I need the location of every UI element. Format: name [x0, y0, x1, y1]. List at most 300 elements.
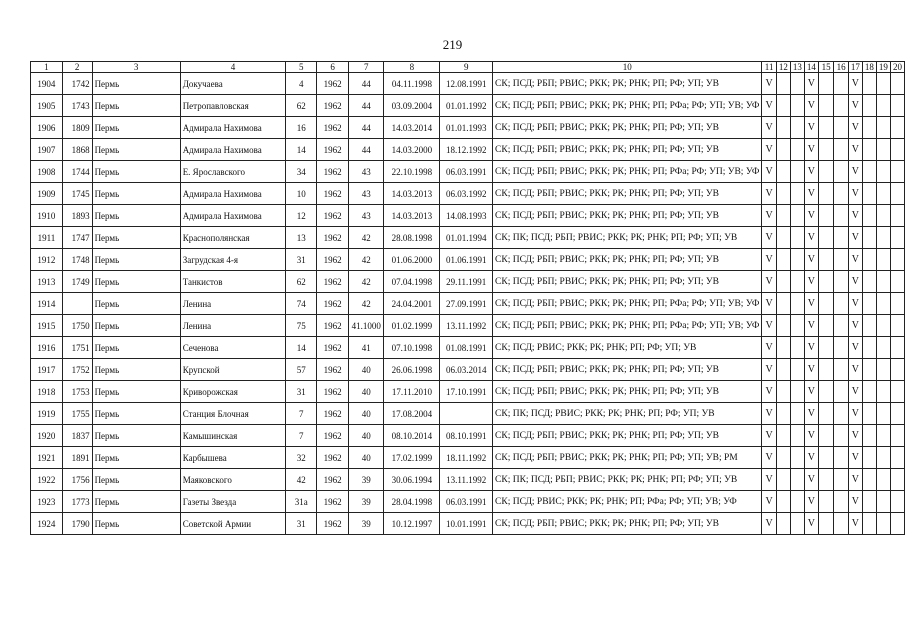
wear-value: 44 — [349, 139, 384, 161]
wear-value: 40 — [349, 403, 384, 425]
object-id: 1742 — [62, 73, 92, 95]
city-cell: Пермь — [92, 293, 180, 315]
column-header: 18 — [862, 62, 876, 73]
codes-cell: СК; ПК; ПСД; РВИС; РКК; РК; РНК; РП; РФ; УП; УВ — [493, 403, 762, 425]
codes-cell: СК; ПСД; РБП; РВИС; РКК; РК; РНК; РП; РФ; УП; УВ — [493, 139, 762, 161]
city-cell: Пермь — [92, 161, 180, 183]
build-year: 1962 — [317, 513, 349, 535]
mark-cell — [818, 315, 833, 337]
mark-cell — [890, 447, 904, 469]
mark-cell — [890, 293, 904, 315]
table-row — [31, 403, 905, 425]
build-year: 1962 — [317, 139, 349, 161]
table-row — [31, 73, 905, 95]
mark-cell: V — [804, 293, 818, 315]
date-cell: 08.10.1991 — [440, 425, 493, 447]
mark-cell: V — [804, 139, 818, 161]
mark-cell — [876, 447, 890, 469]
mark-cell: V — [762, 447, 777, 469]
house-number: 62 — [286, 271, 317, 293]
mark-cell: V — [848, 469, 862, 491]
mark-cell — [834, 249, 849, 271]
mark-cell — [776, 139, 790, 161]
mark-cell — [834, 205, 849, 227]
mark-cell — [876, 271, 890, 293]
column-header: 14 — [804, 62, 818, 73]
mark-cell: V — [848, 425, 862, 447]
mark-cell: V — [762, 513, 777, 535]
street-cell: Адмирала Нахимова — [180, 117, 286, 139]
mark-cell — [876, 513, 890, 535]
date-cell: 13.11.1992 — [440, 315, 493, 337]
object-id: 1747 — [62, 227, 92, 249]
build-year: 1962 — [317, 447, 349, 469]
mark-cell — [890, 161, 904, 183]
mark-cell — [818, 139, 833, 161]
mark-cell — [834, 293, 849, 315]
build-year: 1962 — [317, 425, 349, 447]
date-cell: 01.01.1994 — [440, 227, 493, 249]
column-header: 2 — [62, 62, 92, 73]
table-row — [31, 227, 905, 249]
mark-cell: V — [848, 117, 862, 139]
date-cell: 14.03.2000 — [384, 139, 440, 161]
house-number: 34 — [286, 161, 317, 183]
wear-value: 42 — [349, 271, 384, 293]
mark-cell — [876, 73, 890, 95]
mark-cell: V — [804, 491, 818, 513]
city-cell: Пермь — [92, 469, 180, 491]
city-cell: Пермь — [92, 183, 180, 205]
mark-cell — [876, 183, 890, 205]
mark-cell — [818, 491, 833, 513]
date-cell: 01.06.1991 — [440, 249, 493, 271]
mark-cell: V — [762, 205, 777, 227]
column-header: 10 — [493, 62, 762, 73]
city-cell: Пермь — [92, 249, 180, 271]
column-header: 4 — [180, 62, 286, 73]
date-cell: 06.03.1991 — [440, 491, 493, 513]
mark-cell — [818, 183, 833, 205]
street-cell: Адмирала Нахимова — [180, 205, 286, 227]
table-row — [31, 117, 905, 139]
mark-cell — [834, 73, 849, 95]
table-row — [31, 447, 905, 469]
mark-cell — [890, 95, 904, 117]
date-cell: 07.10.1998 — [384, 337, 440, 359]
table-row — [31, 293, 905, 315]
column-header: 9 — [440, 62, 493, 73]
column-header: 13 — [790, 62, 804, 73]
date-cell: 06.03.2014 — [440, 359, 493, 381]
object-id: 1748 — [62, 249, 92, 271]
object-id: 1752 — [62, 359, 92, 381]
mark-cell — [862, 381, 876, 403]
mark-cell: V — [848, 95, 862, 117]
date-cell: 24.04.2001 — [384, 293, 440, 315]
mark-cell — [876, 491, 890, 513]
record-number: 1918 — [31, 381, 63, 403]
object-id: 1773 — [62, 491, 92, 513]
mark-cell: V — [848, 359, 862, 381]
wear-value: 44 — [349, 73, 384, 95]
wear-value: 42 — [349, 293, 384, 315]
codes-cell: СК; ПСД; РБП; РВИС; РКК; РК; РНК; РП; РФ; УП; УВ — [493, 183, 762, 205]
mark-cell: V — [848, 183, 862, 205]
column-header: 16 — [834, 62, 849, 73]
street-cell: Карбышева — [180, 447, 286, 469]
date-cell: 14.03.2013 — [384, 183, 440, 205]
column-header: 6 — [317, 62, 349, 73]
object-id: 1745 — [62, 183, 92, 205]
mark-cell — [862, 403, 876, 425]
mark-cell — [776, 271, 790, 293]
mark-cell — [818, 425, 833, 447]
mark-cell — [834, 469, 849, 491]
wear-value: 39 — [349, 491, 384, 513]
mark-cell: V — [848, 73, 862, 95]
mark-cell — [818, 161, 833, 183]
city-cell: Пермь — [92, 139, 180, 161]
date-cell: 22.10.1998 — [384, 161, 440, 183]
mark-cell — [834, 95, 849, 117]
wear-value: 41 — [349, 337, 384, 359]
mark-cell: V — [848, 139, 862, 161]
mark-cell: V — [804, 227, 818, 249]
street-cell: Станция Блочная — [180, 403, 286, 425]
mark-cell — [776, 161, 790, 183]
codes-cell: СК; ПСД; РБП; РВИС; РКК; РК; РНК; РП; РФ; УП; УВ — [493, 205, 762, 227]
codes-cell: СК; ПСД; РВИС; РКК; РК; РНК; РП; РФа; РФ; УП; УВ; УФ — [493, 491, 762, 513]
mark-cell — [834, 183, 849, 205]
table-row — [31, 249, 905, 271]
street-cell: Советской Армии — [180, 513, 286, 535]
mark-cell — [890, 469, 904, 491]
object-id: 1753 — [62, 381, 92, 403]
wear-value: 44 — [349, 117, 384, 139]
mark-cell — [890, 425, 904, 447]
table-row — [31, 139, 905, 161]
mark-cell: V — [762, 469, 777, 491]
date-cell: 10.12.1997 — [384, 513, 440, 535]
mark-cell — [776, 117, 790, 139]
mark-cell — [876, 315, 890, 337]
mark-cell — [818, 359, 833, 381]
mark-cell: V — [804, 469, 818, 491]
build-year: 1962 — [317, 469, 349, 491]
column-header-row — [31, 62, 905, 73]
build-year: 1962 — [317, 293, 349, 315]
house-number: 16 — [286, 117, 317, 139]
mark-cell — [890, 513, 904, 535]
record-number: 1911 — [31, 227, 63, 249]
object-id: 1743 — [62, 95, 92, 117]
date-cell: 30.06.1994 — [384, 469, 440, 491]
mark-cell — [862, 183, 876, 205]
table-row — [31, 381, 905, 403]
date-cell: 13.11.1992 — [440, 469, 493, 491]
mark-cell: V — [848, 161, 862, 183]
mark-cell — [776, 425, 790, 447]
mark-cell: V — [804, 205, 818, 227]
mark-cell: V — [762, 337, 777, 359]
mark-cell — [818, 117, 833, 139]
mark-cell — [862, 161, 876, 183]
mark-cell — [876, 117, 890, 139]
codes-cell: СК; ПСД; РБП; РВИС; РКК; РК; РНК; РП; РФа; РФ; УП; УВ; УФ — [493, 315, 762, 337]
codes-cell: СК; ПСД; РБП; РВИС; РКК; РК; РНК; РП; РФа; РФ; УП; УВ; УФ — [493, 293, 762, 315]
mark-cell — [776, 183, 790, 205]
mark-cell: V — [804, 403, 818, 425]
object-id: 1750 — [62, 315, 92, 337]
record-number: 1910 — [31, 205, 63, 227]
date-cell: 01.08.1991 — [440, 337, 493, 359]
mark-cell — [890, 381, 904, 403]
mark-cell: V — [762, 227, 777, 249]
city-cell: Пермь — [92, 491, 180, 513]
object-id: 1868 — [62, 139, 92, 161]
mark-cell: V — [848, 227, 862, 249]
wear-value: 39 — [349, 469, 384, 491]
mark-cell — [862, 337, 876, 359]
mark-cell: V — [804, 271, 818, 293]
mark-cell — [790, 271, 804, 293]
house-number: 4 — [286, 73, 317, 95]
date-cell: 03.09.2004 — [384, 95, 440, 117]
mark-cell — [818, 271, 833, 293]
date-cell: 17.02.1999 — [384, 447, 440, 469]
city-cell: Пермь — [92, 95, 180, 117]
date-cell — [440, 403, 493, 425]
table-row — [31, 491, 905, 513]
house-number: 10 — [286, 183, 317, 205]
object-id: 1790 — [62, 513, 92, 535]
mark-cell — [876, 227, 890, 249]
mark-cell — [862, 227, 876, 249]
city-cell: Пермь — [92, 227, 180, 249]
house-number: 42 — [286, 469, 317, 491]
codes-cell: СК; ПСД; РБП; РВИС; РКК; РК; РНК; РП; РФ; УП; УВ — [493, 271, 762, 293]
mark-cell: V — [762, 183, 777, 205]
mark-cell — [776, 447, 790, 469]
mark-cell — [790, 513, 804, 535]
table-row — [31, 315, 905, 337]
street-cell: Адмирала Нахимова — [180, 183, 286, 205]
mark-cell — [862, 95, 876, 117]
mark-cell — [790, 403, 804, 425]
street-cell: Крупской — [180, 359, 286, 381]
mark-cell — [862, 117, 876, 139]
mark-cell — [890, 249, 904, 271]
column-header: 8 — [384, 62, 440, 73]
mark-cell — [790, 95, 804, 117]
date-cell: 26.06.1998 — [384, 359, 440, 381]
mark-cell — [834, 359, 849, 381]
record-number: 1904 — [31, 73, 63, 95]
column-header: 17 — [848, 62, 862, 73]
object-id: 1809 — [62, 117, 92, 139]
mark-cell — [862, 271, 876, 293]
record-number: 1906 — [31, 117, 63, 139]
object-id: 1891 — [62, 447, 92, 469]
mark-cell — [862, 249, 876, 271]
wear-value: 43 — [349, 205, 384, 227]
record-number: 1921 — [31, 447, 63, 469]
mark-cell — [890, 139, 904, 161]
wear-value: 42 — [349, 227, 384, 249]
mark-cell — [876, 95, 890, 117]
table-row — [31, 359, 905, 381]
record-number: 1916 — [31, 337, 63, 359]
date-cell: 07.04.1998 — [384, 271, 440, 293]
codes-cell: СК; ПК; ПСД; РБП; РВИС; РКК; РК; РНК; РП; РФ; УП; УВ — [493, 469, 762, 491]
mark-cell: V — [848, 447, 862, 469]
wear-value: 40 — [349, 359, 384, 381]
date-cell: 01.06.2000 — [384, 249, 440, 271]
date-cell: 17.11.2010 — [384, 381, 440, 403]
mark-cell — [834, 315, 849, 337]
street-cell: Маяковского — [180, 469, 286, 491]
build-year: 1962 — [317, 403, 349, 425]
mark-cell — [790, 139, 804, 161]
build-year: 1962 — [317, 161, 349, 183]
codes-cell: СК; ПСД; РБП; РВИС; РКК; РК; РНК; РП; РФ; УП; УВ — [493, 425, 762, 447]
mark-cell — [790, 337, 804, 359]
street-cell: Ленина — [180, 315, 286, 337]
mark-cell: V — [762, 381, 777, 403]
mark-cell: V — [804, 315, 818, 337]
column-header: 15 — [818, 62, 833, 73]
mark-cell: V — [848, 205, 862, 227]
house-number: 31а — [286, 491, 317, 513]
mark-cell — [834, 513, 849, 535]
date-cell: 18.11.1992 — [440, 447, 493, 469]
object-id: 1837 — [62, 425, 92, 447]
street-cell: Е. Ярославского — [180, 161, 286, 183]
mark-cell — [862, 293, 876, 315]
house-number: 32 — [286, 447, 317, 469]
wear-value: 43 — [349, 161, 384, 183]
record-number: 1919 — [31, 403, 63, 425]
house-number: 7 — [286, 425, 317, 447]
mark-cell — [790, 205, 804, 227]
mark-cell — [834, 381, 849, 403]
mark-cell — [890, 403, 904, 425]
table-row — [31, 161, 905, 183]
city-cell: Пермь — [92, 403, 180, 425]
house-number: 12 — [286, 205, 317, 227]
build-year: 1962 — [317, 381, 349, 403]
mark-cell — [818, 95, 833, 117]
date-cell: 08.10.2014 — [384, 425, 440, 447]
mark-cell — [776, 491, 790, 513]
mark-cell — [834, 403, 849, 425]
city-cell: Пермь — [92, 337, 180, 359]
mark-cell: V — [804, 425, 818, 447]
street-cell: Загрудская 4-я — [180, 249, 286, 271]
mark-cell — [876, 425, 890, 447]
date-cell: 17.08.2004 — [384, 403, 440, 425]
build-year: 1962 — [317, 183, 349, 205]
house-number: 75 — [286, 315, 317, 337]
mark-cell: V — [848, 491, 862, 513]
city-cell: Пермь — [92, 271, 180, 293]
mark-cell — [776, 205, 790, 227]
date-cell: 01.01.1992 — [440, 95, 493, 117]
build-year: 1962 — [317, 249, 349, 271]
mark-cell — [818, 73, 833, 95]
mark-cell — [834, 491, 849, 513]
house-number: 13 — [286, 227, 317, 249]
record-number: 1924 — [31, 513, 63, 535]
street-cell: Камышинская — [180, 425, 286, 447]
mark-cell — [890, 337, 904, 359]
street-cell: Танкистов — [180, 271, 286, 293]
mark-cell — [862, 205, 876, 227]
house-number: 31 — [286, 381, 317, 403]
mark-cell: V — [804, 161, 818, 183]
mark-cell: V — [762, 315, 777, 337]
mark-cell: V — [848, 381, 862, 403]
city-cell: Пермь — [92, 447, 180, 469]
object-id — [62, 293, 92, 315]
build-year: 1962 — [317, 73, 349, 95]
mark-cell — [790, 249, 804, 271]
wear-value: 40 — [349, 425, 384, 447]
date-cell: 04.11.1998 — [384, 73, 440, 95]
mark-cell: V — [804, 117, 818, 139]
column-header: 5 — [286, 62, 317, 73]
object-id: 1749 — [62, 271, 92, 293]
mark-cell: V — [804, 381, 818, 403]
codes-cell: СК; ПСД; РБП; РВИС; РКК; РК; РНК; РП; РФ; УП; УВ; РМ — [493, 447, 762, 469]
mark-cell: V — [762, 95, 777, 117]
mark-cell — [818, 249, 833, 271]
mark-cell: V — [762, 249, 777, 271]
date-cell: 06.03.1991 — [440, 161, 493, 183]
mark-cell — [862, 73, 876, 95]
mark-cell — [876, 403, 890, 425]
mark-cell: V — [848, 513, 862, 535]
mark-cell — [790, 227, 804, 249]
mark-cell — [890, 315, 904, 337]
city-cell: Пермь — [92, 359, 180, 381]
mark-cell — [862, 491, 876, 513]
record-number: 1923 — [31, 491, 63, 513]
mark-cell — [818, 293, 833, 315]
build-year: 1962 — [317, 227, 349, 249]
codes-cell: СК; ПСД; РВИС; РКК; РК; РНК; РП; РФ; УП; УВ — [493, 337, 762, 359]
mark-cell — [862, 447, 876, 469]
date-cell: 28.08.1998 — [384, 227, 440, 249]
codes-cell: СК; ПСД; РБП; РВИС; РКК; РК; РНК; РП; РФ; УП; УВ — [493, 381, 762, 403]
mark-cell — [776, 95, 790, 117]
house-number: 74 — [286, 293, 317, 315]
wear-value: 40 — [349, 381, 384, 403]
mark-cell: V — [848, 271, 862, 293]
mark-cell: V — [762, 425, 777, 447]
city-cell: Пермь — [92, 381, 180, 403]
date-cell: 06.03.1992 — [440, 183, 493, 205]
record-number: 1907 — [31, 139, 63, 161]
object-id: 1755 — [62, 403, 92, 425]
codes-cell: СК; ПК; ПСД; РБП; РВИС; РКК; РК; РНК; РП; РФ; УП; УВ — [493, 227, 762, 249]
mark-cell: V — [804, 359, 818, 381]
mark-cell: V — [804, 337, 818, 359]
record-number: 1905 — [31, 95, 63, 117]
mark-cell — [876, 293, 890, 315]
mark-cell — [818, 205, 833, 227]
